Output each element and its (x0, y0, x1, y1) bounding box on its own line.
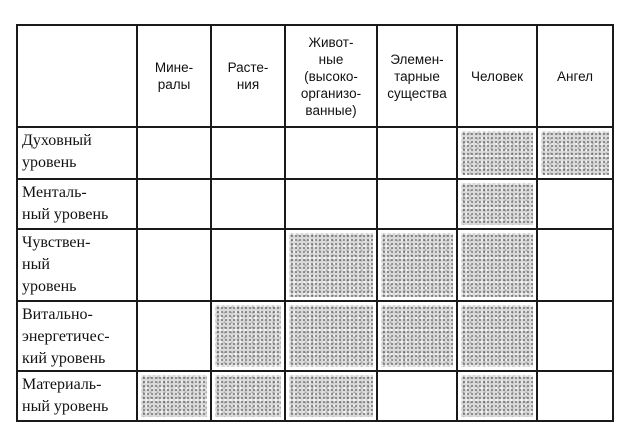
column-header-minerals: Мине- ралы (137, 25, 211, 127)
table-cell-shaded (457, 229, 537, 301)
table-cell (377, 179, 457, 229)
table-cell-shaded (537, 127, 613, 179)
table-cell-shaded (457, 301, 537, 371)
table-cell (211, 229, 285, 301)
table-cell (537, 179, 613, 229)
row-label-material: Материаль- ный уровень (17, 371, 137, 421)
table-cell (377, 127, 457, 179)
table-cell (285, 179, 377, 229)
table-cell (537, 229, 613, 301)
levels-table (16, 24, 614, 422)
column-header-angel: Ангел (537, 25, 613, 127)
table-cell (377, 371, 457, 421)
column-header-elementals: Элемен- тарные существа (377, 25, 457, 127)
table-cell-shaded (457, 371, 537, 421)
row-label-mental: Менталь- ный уровень (17, 179, 137, 229)
table-row (17, 179, 613, 229)
table-cell-shaded (285, 229, 377, 301)
table-cell-shaded (211, 371, 285, 421)
table-cell (285, 127, 377, 179)
column-header-plants: Расте- ния (211, 25, 285, 127)
table-cell-shaded (457, 179, 537, 229)
table-cell (211, 179, 285, 229)
row-label-vital-energetic: Витально- энергетичес- кий уровень (17, 301, 137, 371)
row-label-sensory: Чувствен- ный уровень (17, 229, 137, 301)
table-cell-shaded (457, 127, 537, 179)
table-cell (137, 179, 211, 229)
table-cell (211, 127, 285, 179)
table-cell (537, 301, 613, 371)
table-cell (137, 301, 211, 371)
corner-cell (17, 25, 137, 127)
table-cell (137, 127, 211, 179)
table-cell (137, 229, 211, 301)
table-row (17, 371, 613, 421)
table-row (17, 301, 613, 371)
header-row (17, 25, 613, 127)
table-cell-shaded (377, 301, 457, 371)
column-header-human: Человек (457, 25, 537, 127)
row-label-spiritual: Духовный уровень (17, 127, 137, 179)
column-header-animals: Живот- ные (высоко- организо- ванные) (285, 25, 377, 127)
table-cell-shaded (137, 371, 211, 421)
table-cell-shaded (285, 301, 377, 371)
table-cell (537, 371, 613, 421)
table-cell-shaded (377, 229, 457, 301)
table-row (17, 229, 613, 301)
table-row (17, 127, 613, 179)
table-cell-shaded (211, 301, 285, 371)
table-cell-shaded (285, 371, 377, 421)
